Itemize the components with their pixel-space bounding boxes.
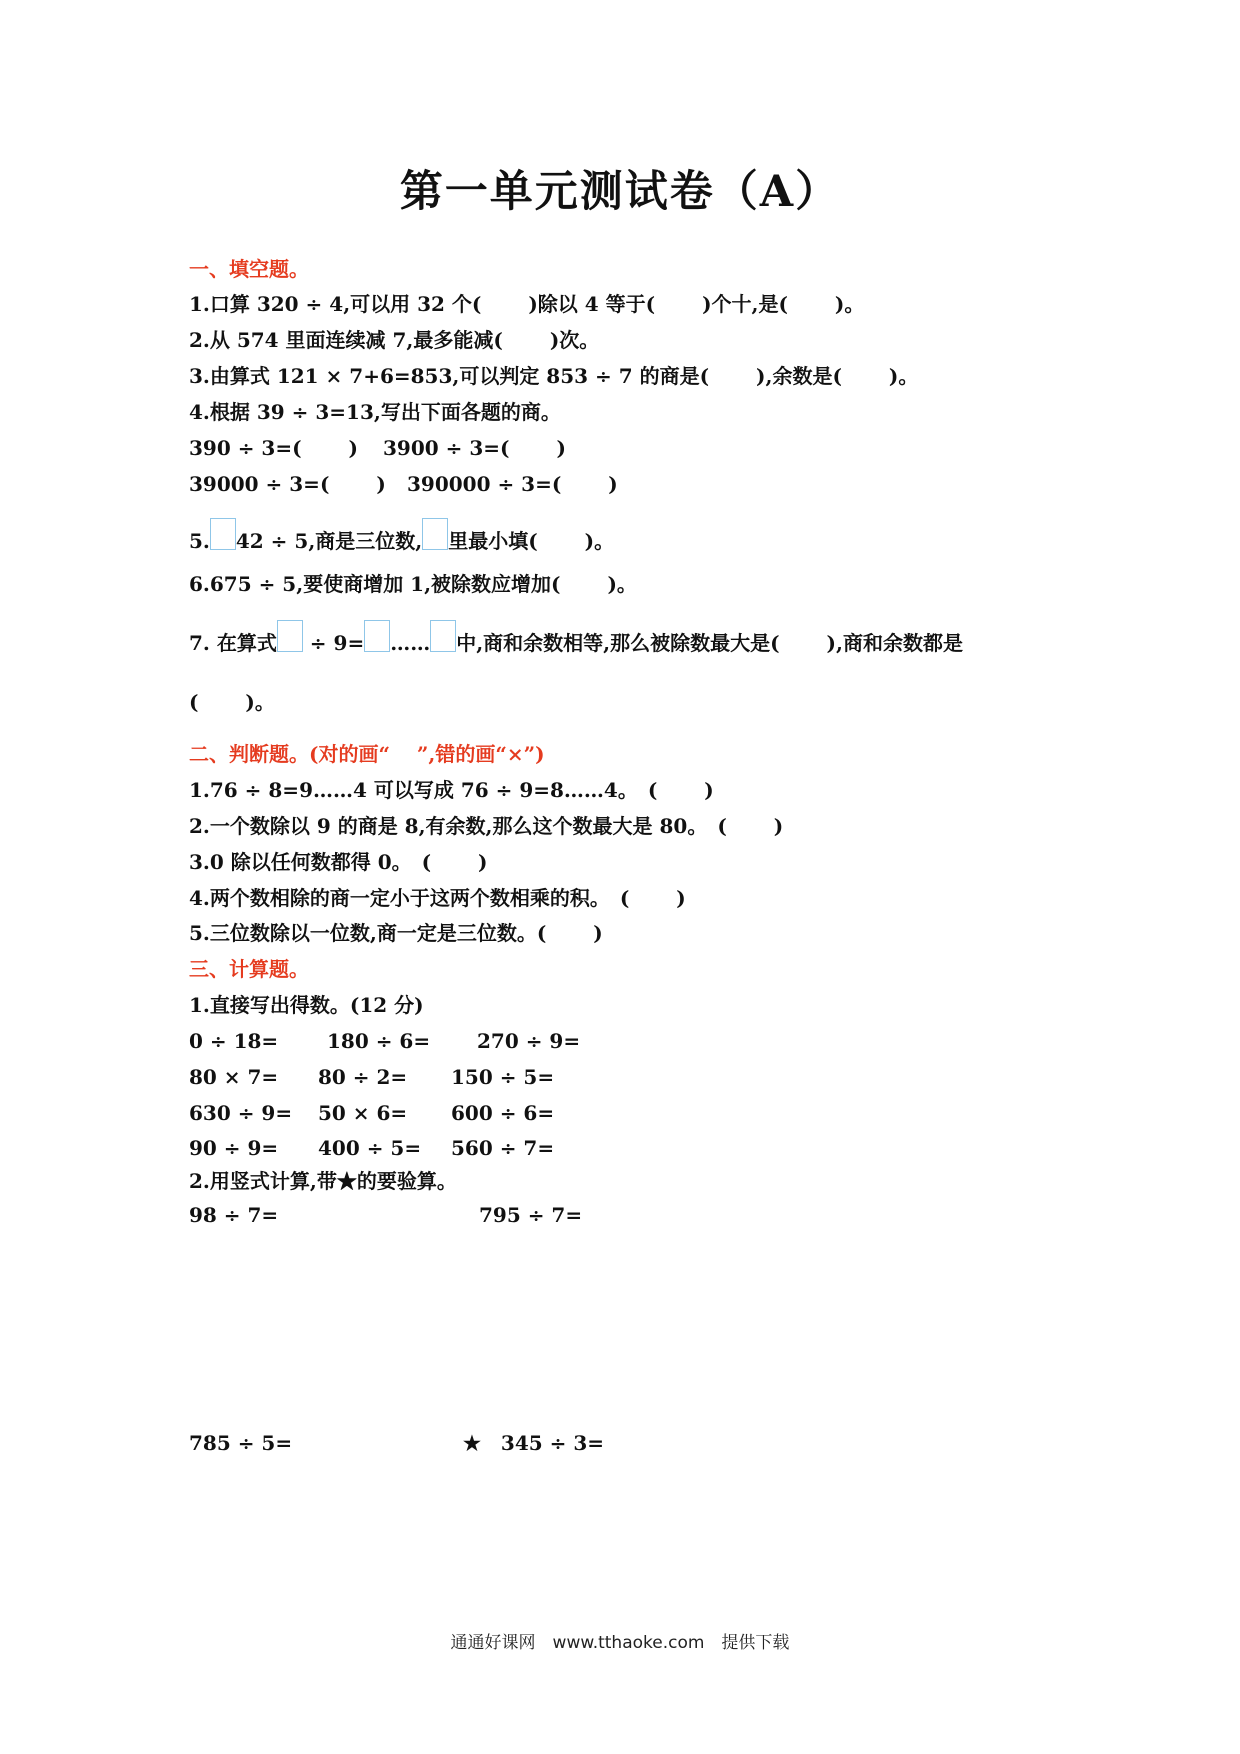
s1-question-5 bbox=[189, 518, 614, 555]
oral-calc-item: 0 ÷ 18= bbox=[189, 1029, 279, 1053]
s2-question-4: 4.两个数相除的商一定小于这两个数相乘的积。 ( ) bbox=[189, 886, 686, 910]
s3-question-2: 2.用竖式计算,带★的要验算。 bbox=[189, 1169, 457, 1193]
oral-calc-item: 50 × 6= bbox=[318, 1101, 408, 1125]
s1-question-6: 6.675 ÷ 5,要使商增加 1,被除数应增加( )。 bbox=[189, 572, 637, 596]
s1-q7-dots: …… bbox=[390, 631, 431, 655]
page-title: 第一单元测试卷（A） bbox=[399, 167, 841, 217]
s1-question-7 bbox=[189, 620, 963, 657]
oral-calc-item: 80 × 7= bbox=[189, 1065, 279, 1089]
oral-calc-item: 400 ÷ 5= bbox=[318, 1136, 422, 1160]
vertical-calc-item-starred: ★ 345 ÷ 3= bbox=[463, 1431, 605, 1455]
footer-source: 通通好课网 www.tthaoke.com 提供下载 bbox=[450, 1633, 790, 1653]
s2-question-2: 2.一个数除以 9 的商是 8,有余数,那么这个数最大是 80。 ( ) bbox=[189, 814, 784, 838]
oral-calc-item: 560 ÷ 7= bbox=[451, 1136, 555, 1160]
answer-box[interactable] bbox=[277, 620, 303, 652]
answer-box[interactable] bbox=[364, 620, 390, 652]
vertical-calc-item: 98 ÷ 7= bbox=[189, 1203, 279, 1227]
s2-question-3: 3.0 除以任何数都得 0。 ( ) bbox=[189, 850, 488, 874]
s1-question-1: 1.口算 320 ÷ 4,可以用 32 个( )除以 4 等于( )个十,是( )。 bbox=[189, 292, 865, 316]
s1-q5-text-end: 里最小填( )。 bbox=[448, 529, 615, 553]
section-1-heading: 一、填空题。 bbox=[189, 257, 309, 281]
vertical-calc-item: 785 ÷ 5= bbox=[189, 1431, 293, 1455]
vertical-calc-item: 795 ÷ 7= bbox=[479, 1203, 583, 1227]
s1-q5-text-mid: 42 ÷ 5,商是三位数, bbox=[235, 529, 423, 553]
s1-q5-number: 5. bbox=[189, 529, 210, 553]
answer-box[interactable] bbox=[422, 518, 448, 550]
s1-question-2: 2.从 574 里面连续减 7,最多能减( )次。 bbox=[189, 328, 600, 352]
s1-q4-item-b: 3900 ÷ 3=( ) bbox=[383, 436, 566, 460]
s1-question-4: 4.根据 39 ÷ 3=13,写出下面各题的商。 bbox=[189, 400, 561, 424]
oral-calc-item: 630 ÷ 9= bbox=[189, 1101, 293, 1125]
s2-question-1: 1.76 ÷ 8=9……4 可以写成 76 ÷ 9=8……4。 ( ) bbox=[189, 778, 714, 802]
oral-calc-item: 80 ÷ 2= bbox=[318, 1065, 408, 1089]
answer-box[interactable] bbox=[430, 620, 456, 652]
s1-q4-item-c: 39000 ÷ 3=( ) bbox=[189, 472, 386, 496]
oral-calc-item: 150 ÷ 5= bbox=[451, 1065, 555, 1089]
section-2-heading: 二、判断题。(对的画“ ”,错的画“×”) bbox=[189, 742, 545, 766]
oral-calc-item: 600 ÷ 6= bbox=[451, 1101, 555, 1125]
s1-q4-item-a: 390 ÷ 3=( ) bbox=[189, 436, 358, 460]
s2-question-5: 5.三位数除以一位数,商一定是三位数。( ) bbox=[189, 921, 603, 945]
s1-q7-divide: ÷ 9= bbox=[302, 631, 365, 655]
answer-box[interactable] bbox=[210, 518, 236, 550]
s1-q7-continuation: ( )。 bbox=[189, 690, 275, 714]
section-3-heading: 三、计算题。 bbox=[189, 957, 309, 981]
s1-q7-text-end: 中,商和余数相等,那么被除数最大是( ),商和余数都是 bbox=[456, 631, 963, 655]
oral-calc-item: 90 ÷ 9= bbox=[189, 1136, 279, 1160]
s3-question-1: 1.直接写出得数。(12 分) bbox=[189, 993, 424, 1017]
s1-q7-text-start: 7. 在算式 bbox=[189, 631, 277, 655]
s1-q4-item-d: 390000 ÷ 3=( ) bbox=[407, 472, 618, 496]
s1-question-3: 3.由算式 121 × 7+6=853,可以判定 853 ÷ 7 的商是( ),余数是( )。 bbox=[189, 364, 919, 388]
oral-calc-item: 270 ÷ 9= bbox=[477, 1029, 581, 1053]
oral-calc-item: 180 ÷ 6= bbox=[327, 1029, 431, 1053]
